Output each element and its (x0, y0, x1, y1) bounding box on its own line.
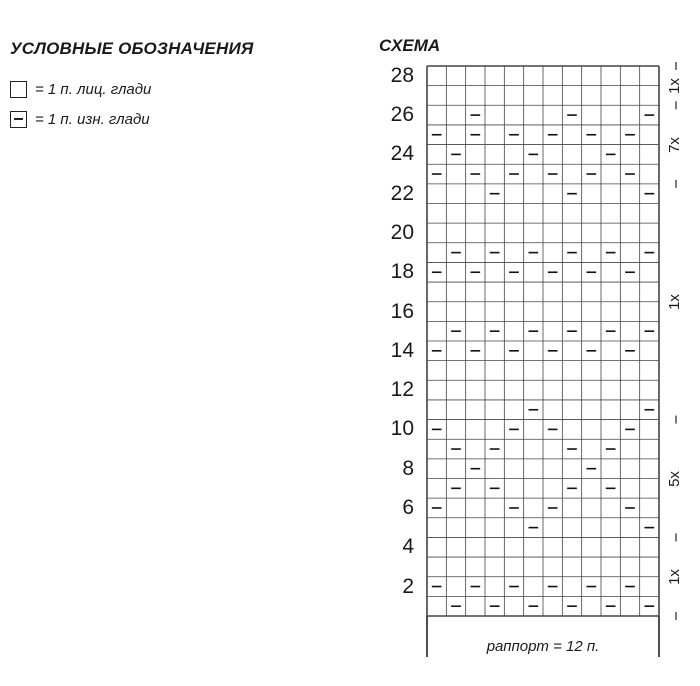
row-number: 4 (402, 535, 414, 559)
row-number: 16 (390, 299, 414, 323)
row-number: 24 (390, 142, 414, 166)
row-number: 10 (390, 417, 414, 441)
row-number: 14 (390, 338, 414, 362)
row-number: 6 (402, 495, 414, 519)
legend-item-knit-label: = 1 п. лиц. глади (35, 80, 152, 98)
schema-title: СХЕМА (379, 36, 441, 55)
repeat-count-label: 1x (666, 568, 683, 585)
row-number: 20 (390, 220, 414, 244)
row-number: 26 (390, 103, 414, 127)
repeat-count-label: 5x (666, 470, 683, 487)
row-number: 18 (390, 260, 414, 284)
legend-title: УСЛОВНЫЕ ОБОЗНАЧЕНИЯ (10, 39, 254, 58)
row-number: 2 (402, 574, 414, 598)
repeat-count-label: 1x (666, 77, 683, 94)
repeat-count-label: 1x (666, 293, 683, 310)
row-number: 22 (390, 181, 414, 205)
repeat-count-label: 7x (666, 136, 683, 153)
row-number: 28 (390, 63, 414, 87)
row-number: 12 (390, 378, 414, 402)
legend-item-purl-label: = 1 п. изн. глади (35, 110, 150, 128)
rapport-label: раппорт = 12 п. (486, 638, 600, 655)
row-number: 8 (402, 456, 414, 480)
